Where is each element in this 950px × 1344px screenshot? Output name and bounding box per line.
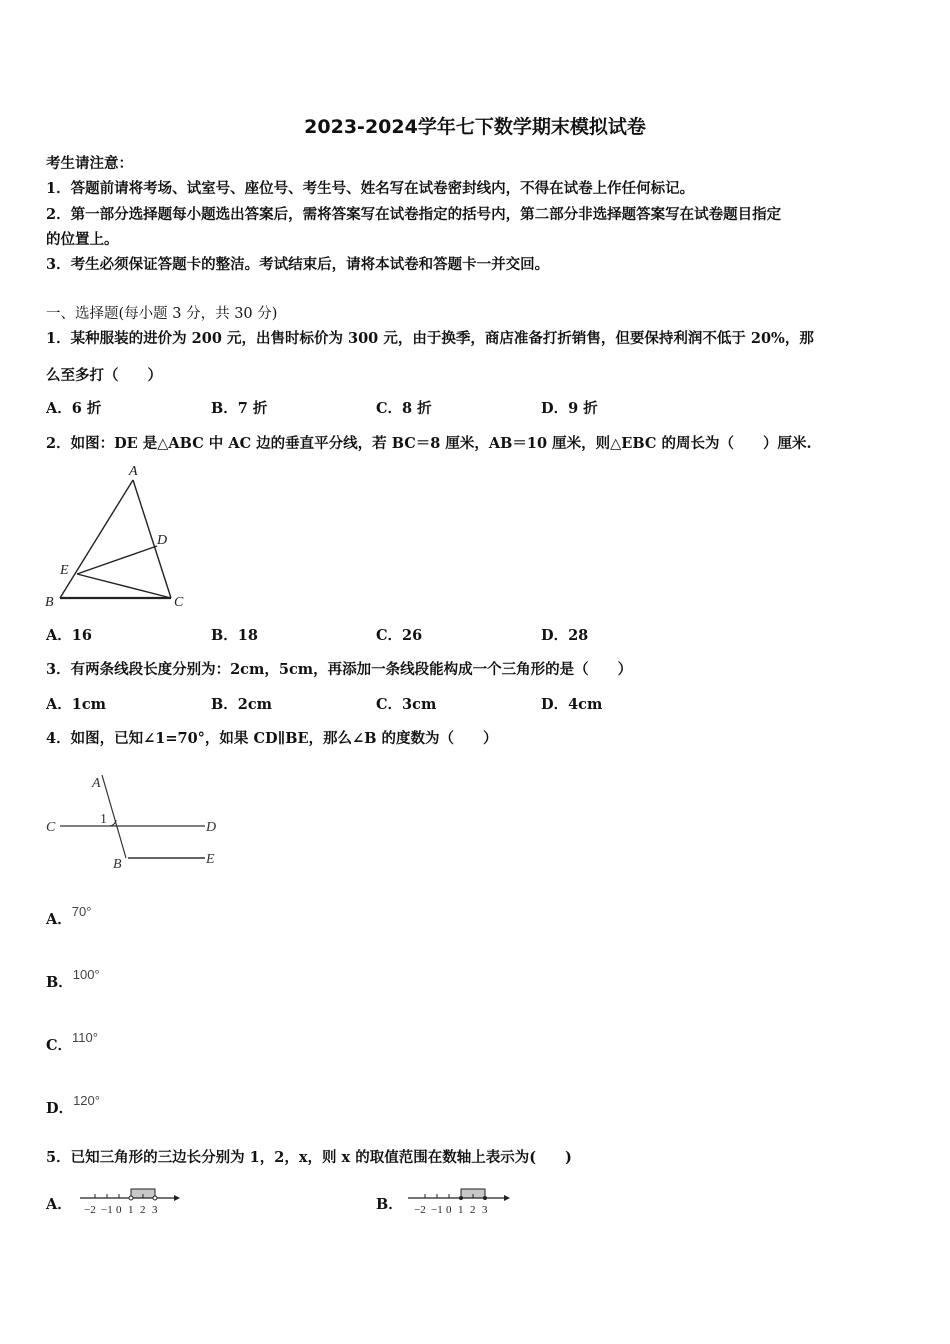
page-title: 2023-2024学年七下数学期末模拟试卷 <box>304 116 646 138</box>
q4-label-a: A <box>92 776 101 791</box>
q5a-tick-0: 0 <box>116 1204 122 1216</box>
q2-label-a: A <box>129 464 138 479</box>
q1-stem-cont: 么至多打（ ） <box>46 367 162 384</box>
q2-triangle-figure <box>40 460 200 612</box>
q5a-tick-neg2: −2 <box>84 1204 96 1216</box>
q4-option-d[interactable] <box>46 1093 100 1118</box>
q4-label-e: E <box>206 852 215 867</box>
q3-option-b[interactable]: B．2cm <box>211 696 273 713</box>
q3-option-c[interactable]: C．3cm <box>376 696 437 713</box>
q3-stem: 3．有两条线段长度分别为：2cm，5cm，再添加一条线段能构成一个三角形的是（ ） <box>46 661 633 678</box>
q5-option-a-number-line <box>78 1184 188 1220</box>
q4-option-b-letter: B． <box>46 974 73 991</box>
q4-option-b-value: 100° <box>72 967 100 982</box>
q2-label-e: E <box>60 563 69 578</box>
q4-option-c-letter: C． <box>46 1037 73 1054</box>
section-heading: 一、选择题(每小题 3 分，共 30 分) <box>46 306 278 322</box>
notice-item-3: 3．考生必须保证答题卡的整洁。考试结束后，请将本试卷和答题卡一并交回。 <box>46 256 550 273</box>
q4-option-b[interactable] <box>46 967 100 992</box>
q4-option-d-letter: D． <box>46 1100 74 1117</box>
q1-stem: 1．某种服装的进价为 200 元，出售时标价为 300 元，由于换季，商店准备打折销售，但要保持利润不低于 20%，那 <box>46 330 814 347</box>
q5b-tick-0: 0 <box>446 1204 452 1216</box>
q4-label-c: C <box>46 820 56 835</box>
notice-header: 考生请注意： <box>46 155 133 172</box>
q5a-tick-1: 1 <box>128 1204 134 1216</box>
q4-label-d: D <box>206 820 217 835</box>
q5b-tick-1: 1 <box>458 1204 464 1216</box>
q3-option-d[interactable]: D．4cm <box>541 696 603 713</box>
q1-option-d[interactable]: D．9 折 <box>541 400 598 417</box>
q2-option-a[interactable]: A．16 <box>46 627 92 644</box>
q4-option-a-letter: A． <box>46 911 72 928</box>
q2-label-b: B <box>45 595 54 610</box>
notice-item-2-cont: 的位置上。 <box>46 231 119 248</box>
q5-option-a[interactable]: A． <box>46 1196 72 1213</box>
q2-label-d: D <box>157 533 168 548</box>
q2-stem: 2．如图：DE 是△ABC 中 AC 边的垂直平分线，若 BC＝8 厘米，AB＝10 厘米，则△EBC 的周长为（ ）厘米. <box>46 435 812 452</box>
q4-stem: 4．如图，已知∠1=70°，如果 CD∥BE，那么∠B 的度数为（ ） <box>46 730 498 747</box>
q2-option-d[interactable]: D．28 <box>541 627 589 644</box>
q3-option-a[interactable]: A．1cm <box>46 696 107 713</box>
q5a-tick-2: 2 <box>140 1204 146 1216</box>
q1-option-b[interactable]: B．7 折 <box>211 400 268 417</box>
q5b-tick-2: 2 <box>470 1204 476 1216</box>
q5b-tick-3: 3 <box>482 1204 488 1216</box>
q5-option-b-number-line <box>406 1184 516 1220</box>
q5-stem: 5．已知三角形的三边长分别为 1，2，x，则 x 的取值范围在数轴上表示为( ) <box>46 1149 572 1166</box>
q1-option-c[interactable]: C．8 折 <box>376 400 432 417</box>
q4-parallel-lines-figure <box>40 765 230 875</box>
q4-label-angle-1: 1 <box>100 812 107 827</box>
q5b-tick-neg2: −2 <box>414 1204 426 1216</box>
q5a-tick-neg1: −1 <box>101 1204 113 1216</box>
q2-label-c: C <box>174 595 184 610</box>
q5-option-b[interactable]: B． <box>376 1196 403 1213</box>
q4-label-b: B <box>113 857 122 872</box>
q2-option-c[interactable]: C．26 <box>376 627 423 644</box>
q1-option-a[interactable]: A．6 折 <box>46 400 102 417</box>
q5a-tick-3: 3 <box>152 1204 158 1216</box>
q4-option-c[interactable] <box>46 1030 98 1055</box>
q5b-tick-neg1: −1 <box>431 1204 443 1216</box>
q4-option-a-value: 70° <box>71 904 92 919</box>
q4-option-d-value: 120° <box>73 1093 100 1108</box>
q4-option-a[interactable] <box>46 904 92 929</box>
notice-item-2: 2．第一部分选择题每小题选出答案后，需将答案写在试卷指定的括号内，第二部分非选择题答案写在试卷题目指定 <box>46 206 782 223</box>
notice-item-1: 1．答题前请将考场、试室号、座位号、考生号、姓名写在试卷密封线内，不得在试卷上作任何标记。 <box>46 180 695 197</box>
q4-option-c-value: 110° <box>72 1030 98 1045</box>
q2-option-b[interactable]: B．18 <box>211 627 258 644</box>
